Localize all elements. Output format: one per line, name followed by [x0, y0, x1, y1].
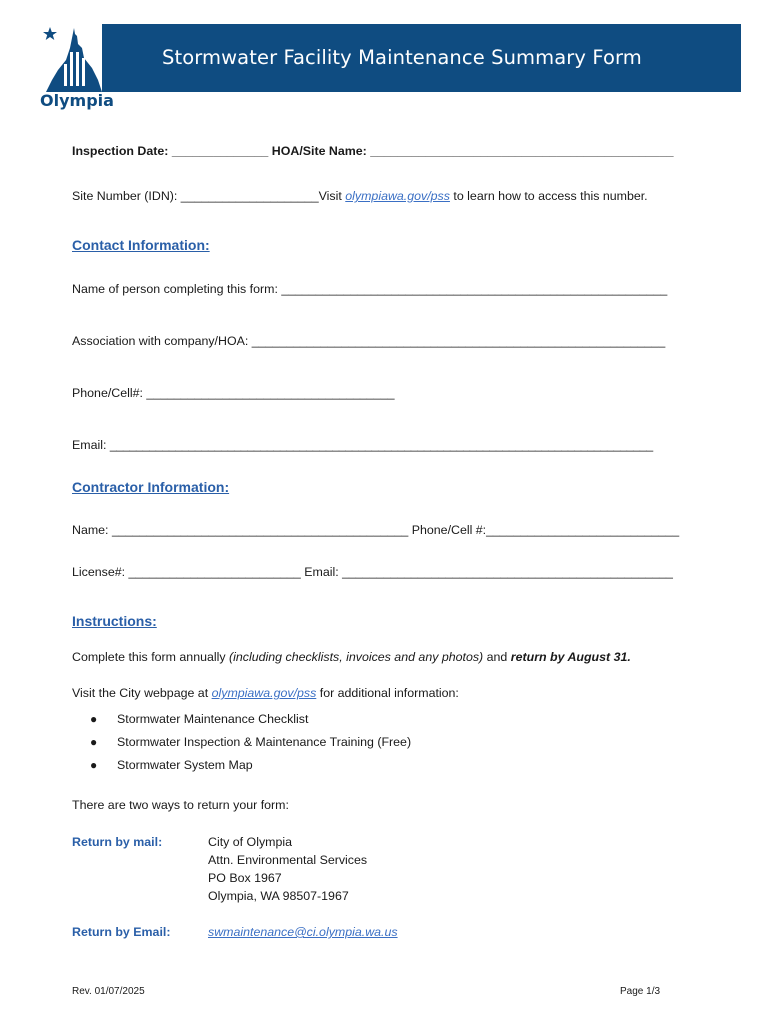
site-number-visit-text: Visit — [318, 189, 342, 203]
contact-email-label: Email: — [72, 438, 107, 452]
revision-date: Rev. 01/07/2025 — [72, 986, 145, 997]
site-number-row — [72, 188, 648, 204]
contact-email-row — [72, 437, 653, 453]
address-line: Attn. Environmental Services — [208, 853, 368, 867]
association-row — [72, 333, 665, 349]
instructions-line1-c: and — [486, 650, 508, 664]
contractor-license-label: License#: — [72, 565, 126, 579]
contact-phone-label: Phone/Cell#: — [72, 386, 143, 400]
instructions-line-2 — [72, 685, 459, 701]
contact-name-row — [72, 281, 667, 297]
contact-name-field[interactable]: ________________________________________________________ — [281, 282, 668, 296]
site-number-label: Site Number (IDN): — [72, 189, 178, 203]
association-label: Association with company/HOA: — [72, 334, 249, 348]
instructions-line2-b: for additional information: — [319, 686, 459, 700]
contact-info-heading: Contact Information: — [72, 237, 210, 253]
inspection-date-row — [72, 143, 673, 159]
site-number-field[interactable]: ____________________ — [180, 189, 319, 203]
address-line: Olympia, WA 98507-1967 — [208, 889, 349, 903]
page-number: Page 1/3 — [620, 986, 661, 997]
contact-phone-row — [72, 385, 395, 401]
contractor-phone-label: Phone/Cell #: — [411, 523, 487, 537]
olympiawa-pss-link-2[interactable]: olympiawa.gov/pss — [211, 686, 317, 700]
olympiawa-pss-link[interactable]: olympiawa.gov/pss — [345, 189, 450, 203]
instructions-line1-b: (including checklists, invoices and any photos) — [229, 650, 484, 664]
instructions-line2-a: Visit the City webpage at — [72, 686, 209, 700]
address-line: City of Olympia — [208, 835, 292, 849]
contact-phone-field[interactable]: ____________________________________ — [146, 386, 395, 400]
contact-name-label: Name of person completing this form: — [72, 282, 278, 296]
contractor-phone-field[interactable]: ____________________________ — [486, 523, 680, 537]
return-deadline: return by August 31. — [510, 650, 631, 664]
address-line: PO Box 1967 — [208, 871, 282, 885]
instructions-line1-a: Complete this form annually — [72, 650, 226, 664]
logo-wordmark: Olympia — [40, 91, 114, 110]
two-ways-text: There are two ways to return your form: — [72, 798, 289, 812]
contractor-email-field[interactable]: ________________________________________________ — [342, 565, 673, 579]
return-email-label: Return by Email: — [72, 925, 171, 939]
contractor-name-label: Name: — [72, 523, 109, 537]
return-mail-label: Return by mail: — [72, 835, 163, 849]
bullet-icon: ● — [90, 758, 98, 772]
contractor-license-row — [72, 564, 673, 580]
header-banner — [102, 24, 741, 92]
hoa-site-name-label: HOA/Site Name: — [271, 144, 367, 158]
hoa-site-name-field[interactable]: ____________________________________________ — [370, 144, 674, 158]
contact-email-field[interactable]: ___________________________________________________________________________________ — [109, 438, 653, 452]
contractor-email-label: Email: — [304, 565, 339, 579]
contractor-name-field[interactable]: ___________________________________________ — [111, 523, 409, 537]
instructions-line-1 — [72, 649, 631, 665]
form-title: Stormwater Facility Maintenance Summary Form — [162, 46, 642, 69]
mailing-address — [208, 833, 367, 905]
return-email-link[interactable]: swmaintenance@ci.olympia.wa.us — [208, 925, 398, 939]
bullet-icon: ● — [90, 735, 98, 749]
contractor-info-heading: Contractor Information: — [72, 479, 230, 495]
instructions-heading: Instructions: — [72, 613, 157, 629]
association-field[interactable]: ____________________________________________________________ — [251, 334, 666, 348]
site-number-help-text: to learn how to access this number. — [453, 189, 648, 203]
bullet-icon: ● — [90, 712, 98, 726]
star-icon — [43, 27, 57, 40]
inspection-date-field[interactable]: ______________ — [171, 144, 269, 158]
inspection-date-label: Inspection Date: — [72, 144, 169, 158]
contractor-name-row — [72, 522, 679, 538]
contractor-license-field[interactable]: _________________________ — [128, 565, 301, 579]
